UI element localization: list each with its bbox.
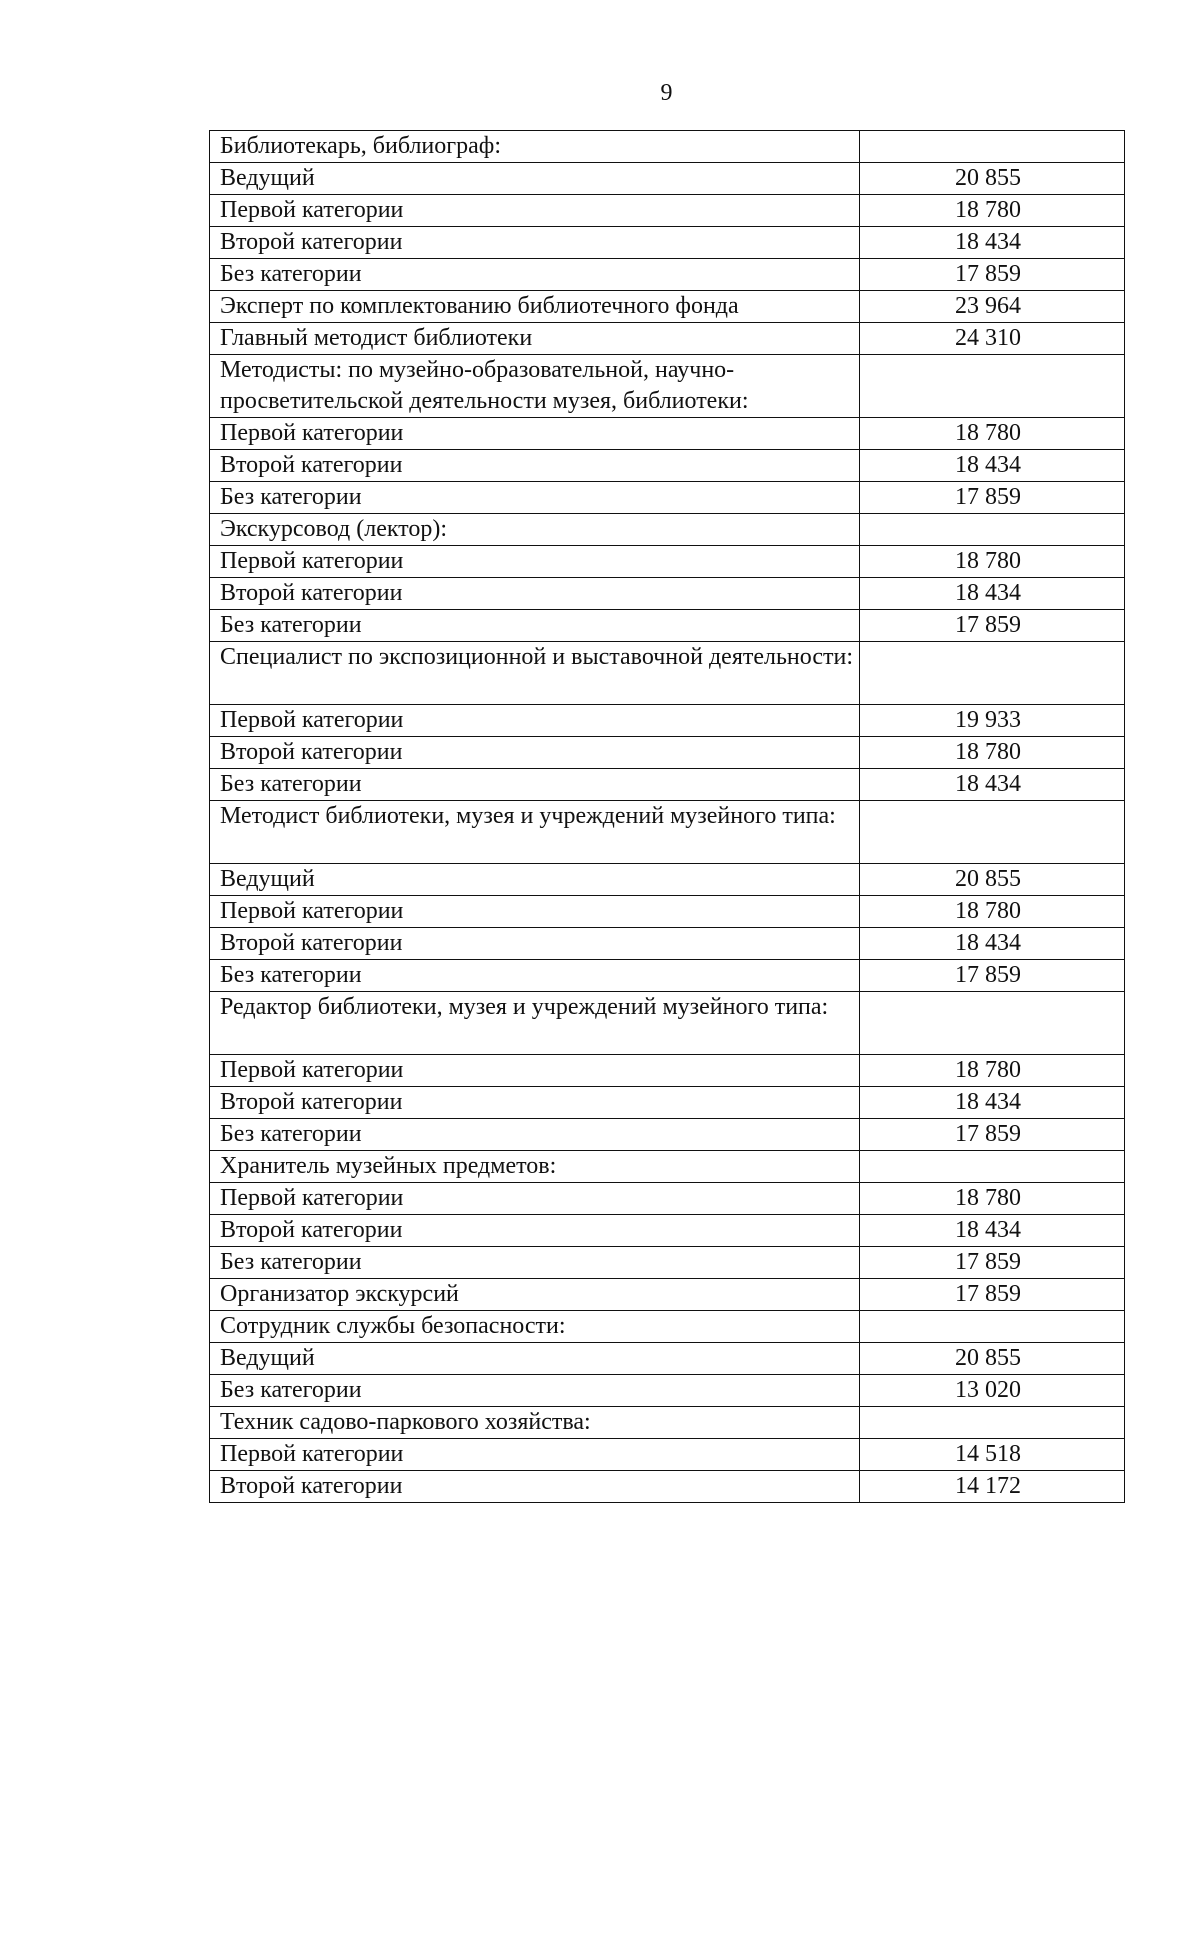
- table-row: [210, 1087, 1125, 1119]
- position-name-cell: Второй категории: [210, 578, 860, 610]
- table-row: [210, 1183, 1125, 1215]
- salary-value-cell: [860, 418, 1125, 450]
- salary-value-cell: [860, 578, 1125, 610]
- position-name-cell: Методист библиотеки, музея и учреждений музейного типа:: [210, 801, 860, 864]
- table-row: [210, 769, 1125, 801]
- position-name-cell: Ведущий: [210, 1343, 860, 1375]
- position-name-cell: Первой категории: [210, 1439, 860, 1471]
- position-name-cell: Без категории: [210, 1375, 860, 1407]
- salary-value: 18 780: [955, 739, 1021, 765]
- position-name-cell: Главный методист библиотеки: [210, 323, 860, 355]
- salary-value-cell: [860, 1471, 1125, 1503]
- position-name-cell: Организатор экскурсий: [210, 1279, 860, 1311]
- table-row: [210, 450, 1125, 482]
- salary-value-cell: [860, 1343, 1125, 1375]
- salary-value: 18 780: [955, 1185, 1021, 1211]
- position-name-cell: Второй категории: [210, 450, 860, 482]
- position-name-cell: Второй категории: [210, 737, 860, 769]
- salary-value-cell: [860, 1407, 1125, 1439]
- table-row: [210, 1119, 1125, 1151]
- salary-value: 18 434: [955, 771, 1021, 797]
- table-row: [210, 578, 1125, 610]
- table-row: [210, 418, 1125, 450]
- salary-value: 18 780: [955, 548, 1021, 574]
- salary-value: 13 020: [955, 1377, 1021, 1403]
- salary-value-cell: [860, 1183, 1125, 1215]
- salary-value-cell: [860, 291, 1125, 323]
- salary-value: 17 859: [955, 1121, 1021, 1147]
- salary-value: 17 859: [955, 1281, 1021, 1307]
- position-name-cell: Без категории: [210, 1119, 860, 1151]
- position-name-cell: Сотрудник службы безопасности:: [210, 1311, 860, 1343]
- salary-value: 19 933: [955, 707, 1021, 733]
- table-row: [210, 1439, 1125, 1471]
- position-name-cell: Специалист по экспозиционной и выставочной деятельности:: [210, 642, 860, 705]
- salary-value: 18 780: [955, 898, 1021, 924]
- table-row: [210, 864, 1125, 896]
- salary-value-cell: [860, 960, 1125, 992]
- salary-value: 18 434: [955, 229, 1021, 255]
- table-row: [210, 642, 1125, 705]
- position-name-cell: Второй категории: [210, 928, 860, 960]
- salary-value: 17 859: [955, 962, 1021, 988]
- salary-value-cell: [860, 896, 1125, 928]
- salary-value-cell: [860, 1151, 1125, 1183]
- salary-value-cell: [860, 1087, 1125, 1119]
- table-row: [210, 1343, 1125, 1375]
- position-name-cell: Эксперт по комплектованию библиотечного фонда: [210, 291, 860, 323]
- salary-value-cell: [860, 705, 1125, 737]
- table-row: [210, 960, 1125, 992]
- salary-value: 18 434: [955, 1217, 1021, 1243]
- position-name-cell: Экскурсовод (лектор):: [210, 514, 860, 546]
- salary-value: 17 859: [955, 484, 1021, 510]
- salary-value: 20 855: [955, 165, 1021, 191]
- salary-table: [209, 130, 1125, 1503]
- table-row: [210, 928, 1125, 960]
- page-number: 9: [660, 80, 673, 106]
- position-name-cell: Техник садово-паркового хозяйства:: [210, 1407, 860, 1439]
- salary-value: 14 172: [955, 1473, 1021, 1499]
- table-row: [210, 195, 1125, 227]
- position-name-cell: Первой категории: [210, 418, 860, 450]
- salary-value: 18 780: [955, 1057, 1021, 1083]
- salary-value-cell: [860, 1375, 1125, 1407]
- position-name-cell: Библиотекарь, библиограф:: [210, 131, 860, 163]
- salary-value: 14 518: [955, 1441, 1021, 1467]
- salary-value: 18 434: [955, 452, 1021, 478]
- salary-value: 20 855: [955, 1345, 1021, 1371]
- position-name-cell: Без категории: [210, 259, 860, 291]
- table-row: [210, 131, 1125, 163]
- table-row: [210, 514, 1125, 546]
- salary-value-cell: [860, 801, 1125, 864]
- salary-value-cell: [860, 195, 1125, 227]
- table-row: [210, 801, 1125, 864]
- salary-value-cell: [860, 928, 1125, 960]
- position-name-cell: Второй категории: [210, 1471, 860, 1503]
- table-row: [210, 1279, 1125, 1311]
- position-name-cell: Без категории: [210, 610, 860, 642]
- salary-value-cell: [860, 482, 1125, 514]
- salary-value-cell: [860, 163, 1125, 195]
- position-name-cell: Без категории: [210, 769, 860, 801]
- salary-value-cell: [860, 259, 1125, 291]
- table-row: [210, 1055, 1125, 1087]
- table-row: [210, 163, 1125, 195]
- position-name-cell: Без категории: [210, 1247, 860, 1279]
- salary-value-cell: [860, 450, 1125, 482]
- position-name-cell: Второй категории: [210, 1087, 860, 1119]
- salary-value: 17 859: [955, 261, 1021, 287]
- table-row: [210, 291, 1125, 323]
- salary-value: 23 964: [955, 293, 1021, 319]
- salary-value-cell: [860, 1279, 1125, 1311]
- salary-value-cell: [860, 642, 1125, 705]
- salary-value: 20 855: [955, 866, 1021, 892]
- position-name-cell: Ведущий: [210, 163, 860, 195]
- salary-value-cell: [860, 1055, 1125, 1087]
- salary-value-cell: [860, 514, 1125, 546]
- salary-value-cell: [860, 1215, 1125, 1247]
- position-name-cell: Без категории: [210, 960, 860, 992]
- position-name-cell: Методисты: по музейно-образовательной, научно-просветительской деятельности музея, библиотеки:: [210, 355, 860, 418]
- salary-table-body: [210, 131, 1125, 1503]
- table-row: [210, 1471, 1125, 1503]
- table-row: [210, 992, 1125, 1055]
- salary-value-cell: [860, 1119, 1125, 1151]
- salary-value-cell: [860, 227, 1125, 259]
- table-row: [210, 546, 1125, 578]
- table-row: [210, 1151, 1125, 1183]
- table-row: [210, 896, 1125, 928]
- salary-value: 18 780: [955, 420, 1021, 446]
- salary-value-cell: [860, 992, 1125, 1055]
- table-row: [210, 259, 1125, 291]
- salary-value-cell: [860, 355, 1125, 418]
- table-row: [210, 323, 1125, 355]
- position-name-cell: Первой категории: [210, 1183, 860, 1215]
- position-name-cell: Первой категории: [210, 896, 860, 928]
- table-row: [210, 1311, 1125, 1343]
- salary-value: 24 310: [955, 325, 1021, 351]
- position-name-cell: Ведущий: [210, 864, 860, 896]
- position-name-cell: Первой категории: [210, 195, 860, 227]
- salary-value-cell: [860, 1311, 1125, 1343]
- table-row: [210, 610, 1125, 642]
- table-row: [210, 1215, 1125, 1247]
- salary-value-cell: [860, 737, 1125, 769]
- salary-value-cell: [860, 323, 1125, 355]
- table-row: [210, 1375, 1125, 1407]
- salary-value-cell: [860, 1247, 1125, 1279]
- salary-value: 18 780: [955, 197, 1021, 223]
- salary-value-cell: [860, 546, 1125, 578]
- position-name-cell: Второй категории: [210, 1215, 860, 1247]
- position-name-cell: Второй категории: [210, 227, 860, 259]
- salary-value-cell: [860, 610, 1125, 642]
- salary-value: 18 434: [955, 930, 1021, 956]
- position-name-cell: Без категории: [210, 482, 860, 514]
- salary-value: 18 434: [955, 1089, 1021, 1115]
- position-name-cell: Редактор библиотеки, музея и учреждений музейного типа:: [210, 992, 860, 1055]
- table-row: [210, 1247, 1125, 1279]
- position-name-cell: Хранитель музейных предметов:: [210, 1151, 860, 1183]
- table-row: [210, 227, 1125, 259]
- salary-value: 17 859: [955, 1249, 1021, 1275]
- table-row: [210, 705, 1125, 737]
- table-row: [210, 1407, 1125, 1439]
- position-name-cell: Первой категории: [210, 705, 860, 737]
- salary-value-cell: [860, 131, 1125, 163]
- position-name-cell: Первой категории: [210, 1055, 860, 1087]
- salary-value-cell: [860, 1439, 1125, 1471]
- table-row: [210, 482, 1125, 514]
- position-name-cell: Первой категории: [210, 546, 860, 578]
- salary-value-cell: [860, 864, 1125, 896]
- salary-value-cell: [860, 769, 1125, 801]
- salary-value: 18 434: [955, 580, 1021, 606]
- table-row: [210, 737, 1125, 769]
- salary-value: 17 859: [955, 612, 1021, 638]
- table-row: [210, 355, 1125, 418]
